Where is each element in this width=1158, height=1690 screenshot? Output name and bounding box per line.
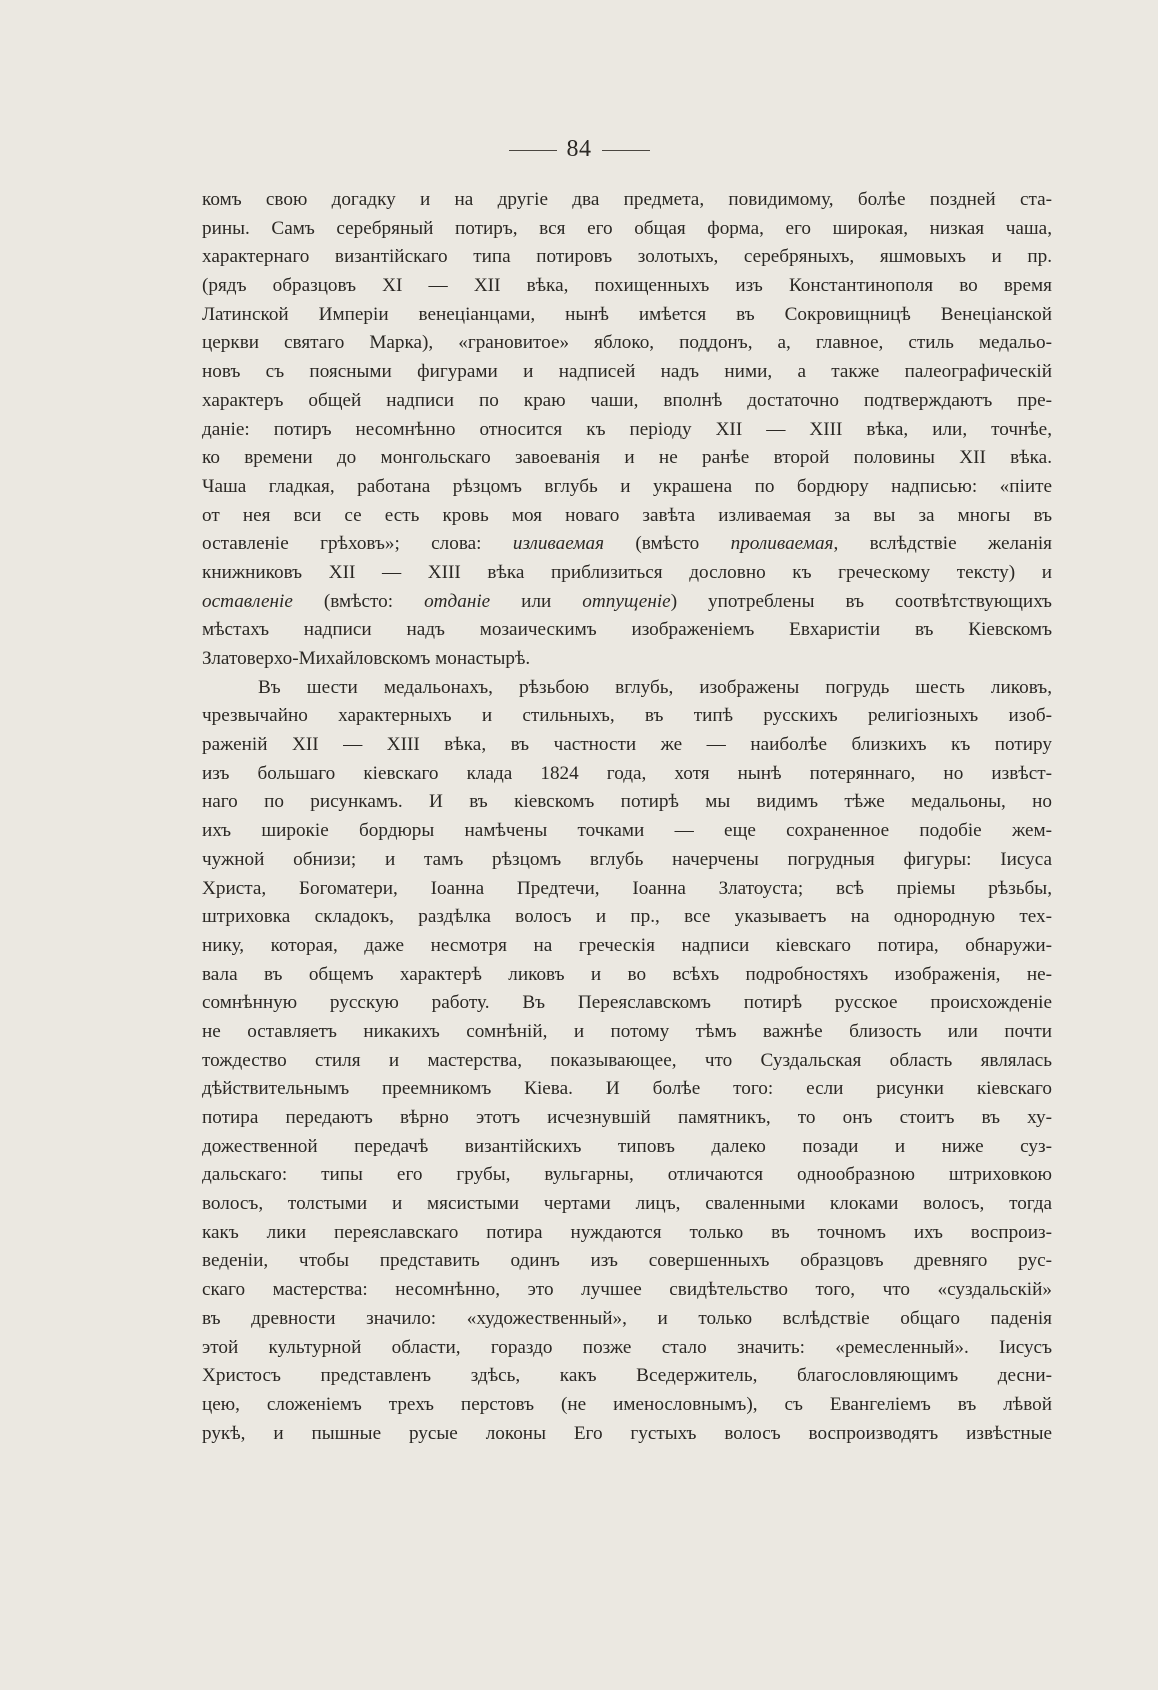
text-line: ко времени до монгольскаго завоеванія и не ранѣе второй половины XII вѣка. bbox=[202, 447, 1052, 469]
text-line: дожественной передачѣ византійскихъ типовъ далеко позади и ниже суз- bbox=[202, 1135, 1052, 1157]
text-line: чрезвычайно характерныхъ и стильныхъ, въ типѣ русскихъ религіозныхъ изоб- bbox=[202, 705, 1052, 727]
text-segment: ) употреблены въ соотвѣтствующихъ bbox=[670, 590, 1052, 612]
page-number-header bbox=[0, 136, 1158, 163]
text-line: вала въ общемъ характерѣ ликовъ и во всѣхъ подробностяхъ изображенія, не- bbox=[202, 963, 1052, 985]
text-line: чужной обнизи; и тамъ рѣзцомъ вглубь начерчены погрудныя фигуры: Іисуса bbox=[202, 848, 1052, 870]
right-dash-rule bbox=[602, 150, 650, 151]
text-line: Христосъ представленъ здѣсь, какъ Вседержитель, благословляющимъ десни- bbox=[202, 1365, 1052, 1387]
text-line: новъ съ поясными фигурами и надписей надъ ними, а также палеографическій bbox=[202, 361, 1052, 383]
text-line: рукѣ, и пышные русые локоны Его густыхъ волосъ воспроизводятъ извѣстные bbox=[202, 1422, 1052, 1444]
text-line: мѣстахъ надписи надъ мозаическимъ изображеніемъ Евхаристіи въ Кіевскомъ bbox=[202, 619, 1052, 641]
text-line: дальскаго: типы его грубы, вульгарны, отличаются однообразною штриховкою bbox=[202, 1164, 1052, 1186]
text-segment: (вмѣсто bbox=[604, 533, 731, 555]
text-line: дѣйствительнымъ преемникомъ Кіева. И болѣе того: если рисунки кіевскаго bbox=[202, 1078, 1052, 1100]
text-line: Христа, Богоматери, Іоанна Предтечи, Іоанна Златоуста; всѣ пріемы рѣзьбы, bbox=[202, 877, 1052, 899]
text-segment: , вслѣдствіе желанія bbox=[833, 533, 1052, 555]
body-text bbox=[202, 186, 1052, 1448]
text-line: этой культурной области, гораздо позже стало значить: «ремесленный». Іисусъ bbox=[202, 1336, 1052, 1358]
text-line: изъ большаго кіевскаго клада 1824 года, хотя нынѣ потеряннаго, но извѣст- bbox=[202, 762, 1052, 784]
italic-word: оставленіе bbox=[202, 590, 293, 612]
italic-word: отданіе bbox=[424, 590, 491, 612]
text-line: не оставляетъ никакихъ сомнѣній, и потому тѣмъ важнѣе близость или почти bbox=[202, 1020, 1052, 1042]
text-line: характеръ общей надписи по краю чаши, вполнѣ достаточно подтверждаютъ пре- bbox=[202, 389, 1052, 411]
paragraph-2 bbox=[202, 674, 1052, 1449]
text-segment: или bbox=[490, 590, 583, 612]
text-line: рины. Самъ серебряный потиръ, вся его общая форма, его широкая, низкая чаша, bbox=[202, 217, 1052, 239]
text-line: Въ шести медальонахъ, рѣзьбою вглубь, изображены погрудь шесть ликовъ, bbox=[258, 676, 1052, 698]
text-line: скаго мастерства: несомнѣнно, это лучшее свидѣтельство того, что «суздальскій» bbox=[202, 1279, 1052, 1301]
text-line: комъ свою догадку и на другіе два предмета, повидимому, болѣе поздней ста- bbox=[202, 189, 1052, 210]
text-line-mixed bbox=[202, 588, 1052, 617]
italic-word: проливаемая bbox=[730, 533, 834, 555]
text-line: церкви святаго Марка), «грановитое» яблоко, поддонъ, а, главное, стиль медальо- bbox=[202, 332, 1052, 354]
text-line: наго по рисункамъ. И въ кіевскомъ потирѣ мы видимъ тѣже медальоны, но bbox=[202, 791, 1052, 813]
text-line: волосъ, толстыми и мясистыми чертами лицъ, сваленными клоками волосъ, тогда bbox=[202, 1193, 1052, 1215]
text-line: тождество стиля и мастерства, показывающее, что Суздальская область являлась bbox=[202, 1049, 1052, 1071]
text-line: Латинской Имперіи венеціанцами, нынѣ имѣется въ Сокровищницѣ Венеціанской bbox=[202, 303, 1052, 325]
left-dash-rule bbox=[509, 150, 557, 151]
text-line: цею, сложеніемъ трехъ перстовъ (не именословнымъ), съ Евангеліемъ въ лѣвой bbox=[202, 1393, 1052, 1415]
text-line-mixed bbox=[202, 530, 1052, 559]
text-line: сомнѣнную русскую работу. Въ Переяславскомъ потирѣ русское происхожденіе bbox=[202, 992, 1052, 1014]
text-line: (рядъ образцовъ XI — XII вѣка, похищенныхъ изъ Константинополя во время bbox=[202, 275, 1052, 297]
text-line: веденіи, чтобы представить одинъ изъ совершенныхъ образцовъ древняго рус- bbox=[202, 1250, 1052, 1272]
paragraph-1 bbox=[202, 186, 1052, 674]
text-line: Златоверхо-Михайловскомъ монастырѣ. bbox=[202, 648, 531, 669]
italic-word: изливаемая bbox=[512, 533, 605, 555]
text-line: раженій XII — XIII вѣка, въ частности же — наиболѣе близкихъ къ потиру bbox=[202, 734, 1052, 756]
text-line: ихъ широкіе бордюры намѣчены точками — еще сохраненное подобіе жем- bbox=[202, 820, 1052, 842]
text-line: потира передаютъ вѣрно этотъ исчезнувшій памятникъ, то онъ стоитъ въ ху- bbox=[202, 1107, 1052, 1128]
text-line: Чаша гладкая, работана рѣзцомъ вглубь и украшена по бордюру надписью: «піите bbox=[202, 475, 1052, 497]
text-line: нику, которая, даже несмотря на греческія надписи кіевскаго потира, обнаружи- bbox=[202, 934, 1052, 956]
italic-word: отпущеніе bbox=[582, 590, 671, 612]
text-line: книжниковъ XII — XIII вѣка приблизиться дословно къ греческому тексту) и bbox=[202, 561, 1052, 583]
text-segment: оставленіе грѣховъ»; слова: bbox=[202, 533, 482, 555]
text-line: характернаго византійскаго типа потировъ золотыхъ, серебряныхъ, яшмовыхъ и пр. bbox=[202, 246, 1052, 268]
text-line: даніе: потиръ несомнѣнно относится къ періоду XII — XIII вѣка, или, точнѣе, bbox=[202, 418, 1052, 440]
text-line: какъ лики переяславскаго потира нуждаются только въ точномъ ихъ воспроиз- bbox=[202, 1221, 1052, 1243]
page-number: 84 bbox=[566, 136, 592, 162]
text-line: въ древности значило: «художественный», и только вслѣдствіе общаго паденія bbox=[202, 1307, 1052, 1329]
text-line: штриховка складокъ, раздѣлка волосъ и пр., все указываетъ на однородную тех- bbox=[202, 906, 1052, 928]
text-line: от нея вси се есть кровь моя новаго завѣта изливаемая за вы за многы въ bbox=[202, 504, 1052, 526]
text-segment: (вмѣсто: bbox=[292, 590, 425, 612]
